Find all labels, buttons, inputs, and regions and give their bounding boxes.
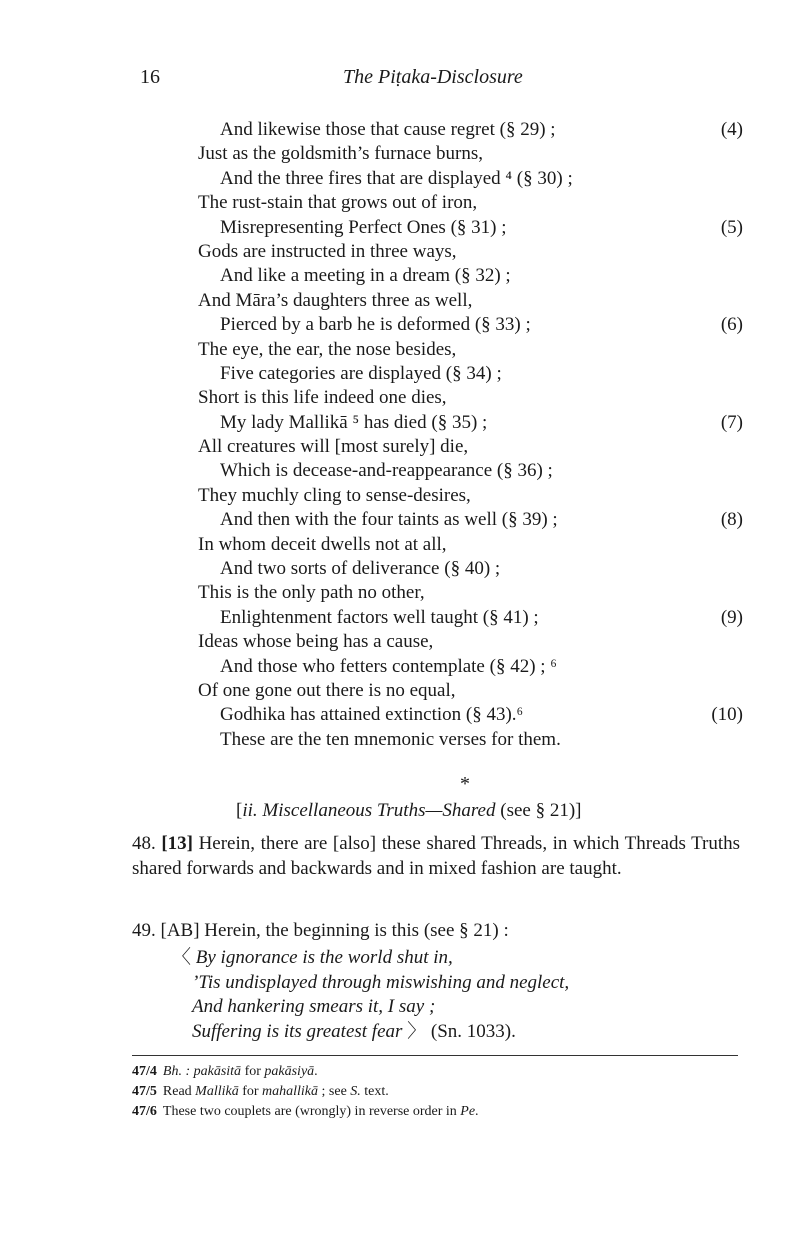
footnote-ref: 47/4 xyxy=(132,1064,157,1079)
footnote-text: ; see xyxy=(318,1084,351,1099)
quote-line xyxy=(172,946,569,971)
footnotes xyxy=(132,1062,479,1122)
paragraph-text: Herein, there are [also] these shared Threads, in which Threads Truths shared forwards and backwards and in mixed fashion are taught. xyxy=(132,833,741,879)
footnote-text: mahallikā xyxy=(262,1084,319,1099)
footnote-text: S. xyxy=(350,1084,361,1099)
verse-text: Short is this life indeed one dies, xyxy=(198,387,447,409)
footnote xyxy=(132,1062,479,1082)
verse-text: And those who fetters contemplate (§ 42) ; ⁶ xyxy=(220,655,557,677)
paragraph-48 xyxy=(132,832,740,881)
mnemonic-verses xyxy=(198,118,743,752)
verse-text: Pierced by a barb he is deformed (§ 33) ; xyxy=(220,314,531,336)
footnote-text: Pe xyxy=(460,1104,476,1119)
verse-line xyxy=(198,459,743,483)
footnote-ref: 47/6 xyxy=(132,1104,157,1119)
verse-line xyxy=(198,533,743,557)
running-title: The Piṭaka-Disclosure xyxy=(343,66,523,88)
verse-text: Enlightenment factors well taught (§ 41) ; xyxy=(220,606,539,628)
verse-line xyxy=(198,167,743,191)
quote-line xyxy=(172,971,569,996)
verse-line xyxy=(198,264,743,288)
verse-text: And two sorts of deliverance (§ 40) ; xyxy=(220,558,501,580)
verse-text: Godhika has attained extinction (§ 43).⁶ xyxy=(220,704,524,726)
verse-text: The rust-stain that grows out of iron, xyxy=(198,192,478,214)
verse-line xyxy=(198,435,743,459)
page-header xyxy=(140,66,740,96)
verse-text: Five categories are displayed (§ 34) ; xyxy=(220,362,502,384)
verse-line xyxy=(198,386,743,410)
quote-text: Suffering is its greatest fear xyxy=(192,1020,403,1042)
verse-line xyxy=(198,606,743,630)
footnote xyxy=(132,1102,479,1122)
footnote-text: Bh. : xyxy=(162,1064,191,1079)
verse-text: The eye, the ear, the nose besides, xyxy=(198,338,457,360)
verse-line xyxy=(198,703,743,727)
quote-line xyxy=(172,1020,569,1045)
section-heading xyxy=(236,800,582,822)
footnote-text: for xyxy=(238,1084,263,1099)
verse-line xyxy=(198,655,743,679)
verse-number: (6) xyxy=(720,314,743,336)
verse-line xyxy=(198,216,743,240)
footnote-text: These two couplets are (wrongly) in reverse order in xyxy=(162,1104,461,1119)
verse-text: Misrepresenting Perfect Ones (§ 31) ; xyxy=(220,216,507,238)
verse-text: Gods are instructed in three ways, xyxy=(198,240,457,262)
footnote-text: for xyxy=(241,1064,265,1079)
verse-number: (4) xyxy=(720,119,743,140)
quote-open: 〈 xyxy=(172,947,196,968)
verse-text: They muchly cling to sense-desires, xyxy=(198,484,471,506)
footnote-text: . xyxy=(314,1064,318,1079)
verse-text: And likewise those that cause regret (§ 29) ; xyxy=(220,119,556,140)
paragraph-tag: [13] xyxy=(161,833,193,854)
verse-line xyxy=(198,118,743,142)
footnote-text: Mallikā xyxy=(195,1084,239,1099)
verse-line xyxy=(198,411,743,435)
verse-line xyxy=(198,557,743,581)
page-number: 16 xyxy=(140,66,160,88)
footnote-text: pakāsiyā xyxy=(264,1064,315,1079)
verse-text: This is the only path no other, xyxy=(198,582,425,604)
quote-text: And hankering smears it, I say ; xyxy=(192,996,436,1017)
footnote-ref: 47/5 xyxy=(132,1084,157,1099)
footnote-text: . xyxy=(475,1104,479,1119)
section-heading-ref: (see § 21)] xyxy=(495,800,582,821)
verse-line xyxy=(198,508,743,532)
section-heading-roman: ii. xyxy=(242,800,258,821)
sutta-quote xyxy=(172,946,569,1044)
verse-text: In whom deceit dwells not at all, xyxy=(198,533,447,555)
paragraph-text: [AB] Herein, the beginning is this (see § 21) : xyxy=(160,920,509,941)
paragraph-number: 49. xyxy=(132,920,156,941)
verse-number: (9) xyxy=(720,606,743,628)
verse-number: (7) xyxy=(720,411,743,433)
footnote-text: Read xyxy=(162,1084,196,1099)
quote-text: By ignorance is the world shut in, xyxy=(195,947,453,968)
quote-close: 〉 (Sn. 1033). xyxy=(402,1020,516,1042)
verse-number: (5) xyxy=(720,216,743,238)
verse-line xyxy=(198,581,743,605)
section-heading-open-bracket: [ xyxy=(236,800,243,821)
footnote-text: text. xyxy=(360,1084,389,1099)
verse-text: Just as the goldsmith’s furnace burns, xyxy=(198,143,483,165)
footnote-text: pakāsitā xyxy=(193,1064,242,1079)
quote-text: ’Tis undisplayed through miswishing and neglect, xyxy=(192,971,570,993)
verse-line xyxy=(198,679,743,703)
verse-line xyxy=(198,728,743,752)
verse-text: Which is decease-and-reappearance (§ 36) ; xyxy=(220,460,553,482)
verse-text: And like a meeting in a dream (§ 32) ; xyxy=(220,265,511,287)
verse-line xyxy=(198,630,743,654)
verse-line xyxy=(198,240,743,264)
verse-text: These are the ten mnemonic verses for them. xyxy=(220,728,561,750)
quote-line xyxy=(172,995,569,1020)
verse-line xyxy=(198,362,743,386)
verse-text: And the three fires that are displayed ⁴ (§ 30) ; xyxy=(220,167,573,189)
verse-text: And Māra’s daughters three as well, xyxy=(198,289,473,311)
verse-number: (8) xyxy=(720,509,743,531)
verse-line xyxy=(198,142,743,166)
verse-text: Of one gone out there is no equal, xyxy=(198,679,456,701)
verse-text: My lady Mallikā ⁵ has died (§ 35) ; xyxy=(220,411,488,433)
paragraph-number: 48. xyxy=(132,833,156,854)
verse-text: All creatures will [most surely] die, xyxy=(198,436,469,458)
verse-line xyxy=(198,338,743,362)
verse-text: And then with the four taints as well (§ 39) ; xyxy=(220,509,558,531)
verse-text: Ideas whose being has a cause, xyxy=(198,631,434,653)
verse-number: (10) xyxy=(711,704,743,726)
verse-line xyxy=(198,191,743,215)
footnote xyxy=(132,1082,479,1102)
paragraph-49 xyxy=(132,919,740,944)
verse-line xyxy=(198,289,743,313)
verse-line xyxy=(198,484,743,508)
section-heading-title: Miscellaneous Truths—Shared xyxy=(262,800,496,821)
verse-line xyxy=(198,313,743,337)
footnote-rule xyxy=(132,1055,738,1056)
section-separator: * xyxy=(460,773,470,795)
